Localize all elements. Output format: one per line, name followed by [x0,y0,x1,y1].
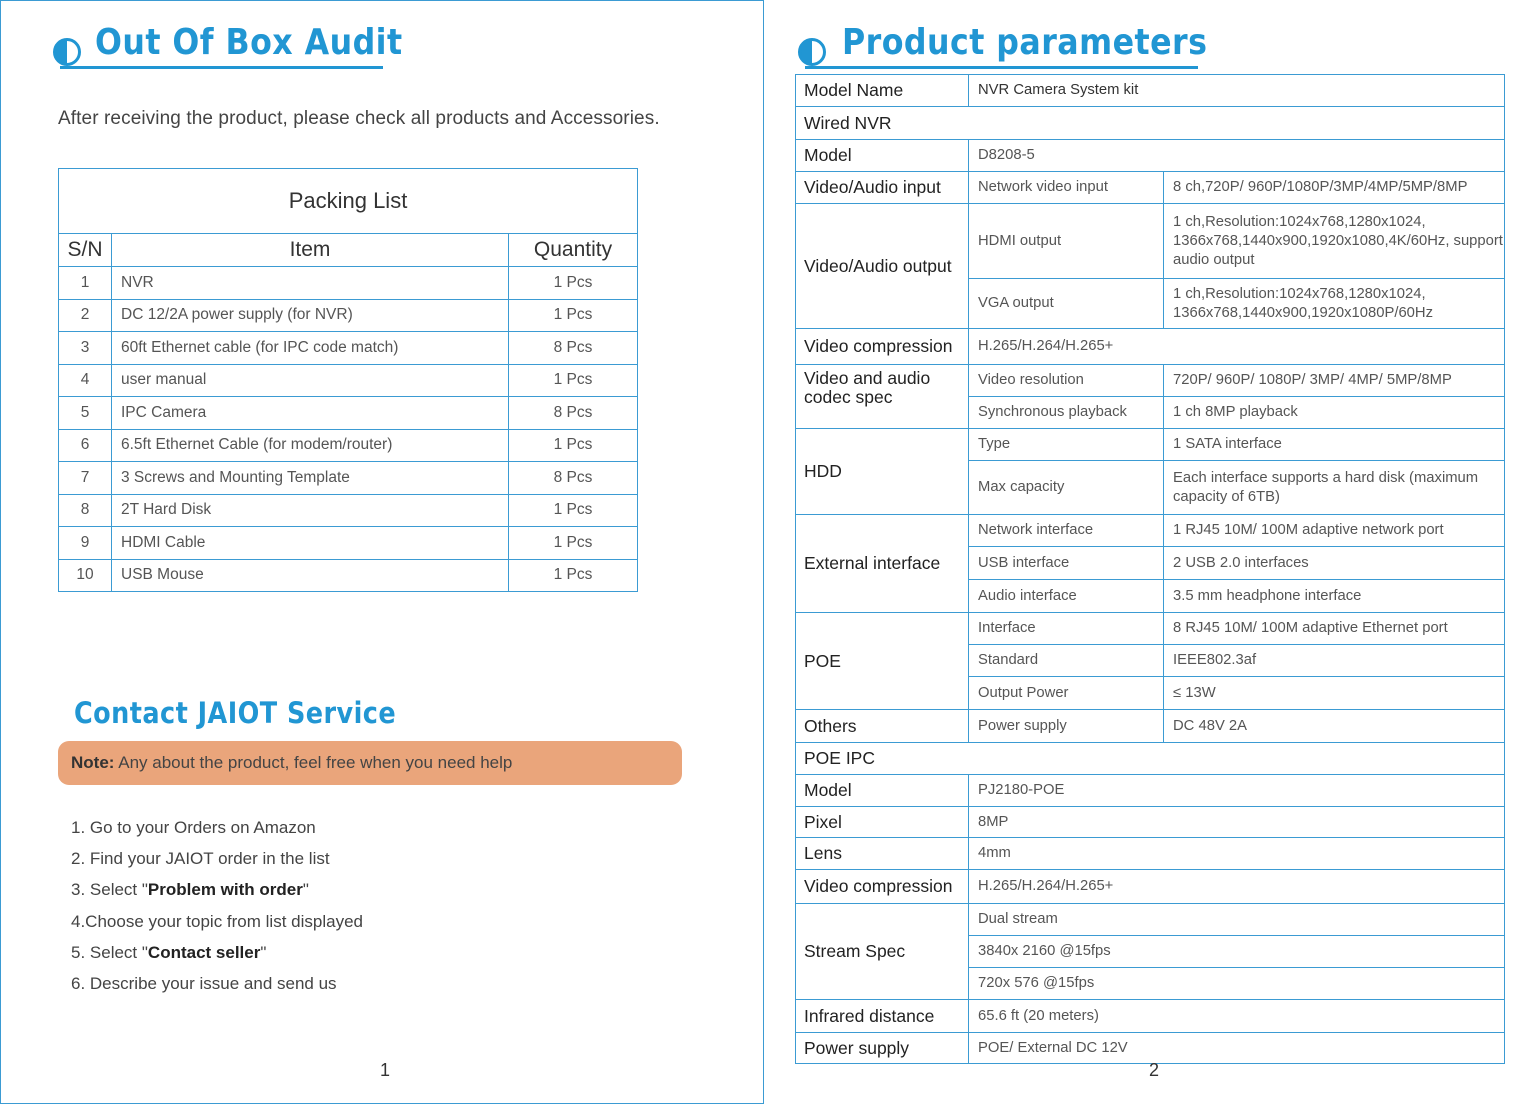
param-value: D8208-5 [969,140,1505,172]
product-parameters-title: Product parameters [842,22,1208,63]
param-value: 1 ch,Resolution:1024x768,1280x1024, 1366x768,1440x900,1920x1080P/60Hz [1164,279,1505,329]
col-qty-header: Quantity [509,234,638,267]
param-key: Power supply [796,1033,969,1064]
title-underline [60,66,383,69]
param-key: Video compression [796,329,969,365]
param-value: H.265/H.264/H.265+ [969,870,1505,904]
packing-sn-cell: 9 [59,527,112,560]
table-row [59,332,638,365]
col-item-header: Item [112,234,509,267]
param-value: 1 ch 8MP playback [1164,397,1505,429]
table-row [59,397,638,430]
contact-step [71,874,363,905]
param-key: Model [796,775,969,807]
param-value: 1 SATA interface [1164,429,1505,461]
packing-item-cell: NVR [112,267,509,300]
contact-steps [71,812,363,999]
table-row [59,527,638,560]
param-sub: Network video input [969,172,1164,204]
section-wired-nvr: Wired NVR [796,107,1505,140]
param-value: 1 ch,Resolution:1024x768,1280x1024, 1366x768,1440x900,1920x1080,4K/60Hz, support audio output [1164,204,1505,279]
param-value: 2 USB 2.0 interfaces [1164,547,1505,580]
param-sub: Synchronous playback [969,397,1164,429]
param-value: Each interface supports a hard disk (maximum capacity of 6TB) [1164,461,1505,515]
intro-text: After receiving the product, please check all products and Accessories. [58,108,660,129]
packing-sn-cell: 6 [59,429,112,462]
packing-qty-cell: 1 Pcs [509,559,638,592]
contact-step [71,812,363,843]
param-value: ≤ 13W [1164,677,1505,710]
packing-item-cell: 60ft Ethernet cable (for IPC code match) [112,332,509,365]
packing-qty-cell: 1 Pcs [509,429,638,462]
table-row [59,462,638,495]
col-sn-header: S/N [59,234,112,267]
param-value: 4mm [969,838,1505,870]
packing-qty-cell: 1 Pcs [509,527,638,560]
section-poe-ipc: POE IPC [796,743,1505,775]
param-sub: HDMI output [969,204,1164,279]
note-text: Any about the product, feel free when you need help [114,753,513,772]
param-key: Lens [796,838,969,870]
parameters-table [795,74,1505,1064]
page-number-left: 1 [380,1060,391,1080]
param-sub: Output Power [969,677,1164,710]
table-row [59,299,638,332]
table-row [59,267,638,300]
packing-qty-cell: 1 Pcs [509,494,638,527]
packing-sn-cell: 5 [59,397,112,430]
param-value: 720P/ 960P/ 1080P/ 3MP/ 4MP/ 5MP/8MP [1164,365,1505,397]
packing-qty-cell: 8 Pcs [509,332,638,365]
packing-sn-cell: 10 [59,559,112,592]
param-sub: Max capacity [969,461,1164,515]
param-key: External interface [796,515,969,613]
step-text: 5. Select " [71,942,148,962]
packing-sn-cell: 7 [59,462,112,495]
contact-step [71,906,363,937]
param-value: H.265/H.264/H.265+ [969,329,1505,365]
packing-sn-cell: 2 [59,299,112,332]
packing-item-cell: DC 12/2A power supply (for NVR) [112,299,509,332]
param-sub: Network interface [969,515,1164,547]
param-key: Infrared distance [796,1000,969,1033]
packing-item-cell: HDMI Cable [112,527,509,560]
param-key: Video/Audio input [796,172,969,204]
step-text: 6. Describe your issue and send us [71,973,337,993]
packing-item-cell: user manual [112,364,509,397]
table-row [59,559,638,592]
param-value: PJ2180-POE [969,775,1505,807]
step-bold-text: Problem with order [147,880,303,900]
param-key: Pixel [796,807,969,838]
packing-qty-cell: 8 Pcs [509,397,638,430]
contact-title: Contact JAIOT Service [74,696,397,730]
param-key: HDD [796,429,969,515]
packing-qty-cell: 1 Pcs [509,364,638,397]
step-text: 4.Choose your topic from list displayed [71,911,363,931]
param-key: Video/Audio output [796,204,969,329]
param-value: 8 ch,720P/ 960P/1080P/3MP/4MP/5MP/8MP [1164,172,1505,204]
out-of-box-title: Out Of Box Audit [95,22,403,63]
param-value: IEEE802.3af [1164,645,1505,677]
param-key: Model [796,140,969,172]
table-row [59,494,638,527]
param-sub: Audio interface [969,580,1164,613]
packing-item-cell: IPC Camera [112,397,509,430]
note-label: Note: [71,753,115,772]
packing-item-cell: 2T Hard Disk [112,494,509,527]
packing-item-cell: 6.5ft Ethernet Cable (for modem/router) [112,429,509,462]
table-row [59,429,638,462]
param-sub: USB interface [969,547,1164,580]
step-text: 3. Select " [71,880,148,900]
param-sub: Interface [969,613,1164,645]
packing-item-cell: USB Mouse [112,559,509,592]
param-key: Video and audio codec spec [796,365,969,429]
packing-sn-cell: 3 [59,332,112,365]
packing-list-table [58,168,638,592]
param-value: 8MP [969,807,1505,838]
contact-step [71,937,363,968]
packing-qty-cell: 1 Pcs [509,267,638,300]
param-key: POE [796,613,969,710]
packing-qty-cell: 1 Pcs [509,299,638,332]
param-value: NVR Camera System kit [969,75,1505,107]
param-key: Model Name [796,75,969,107]
param-key: Stream Spec [796,904,969,1000]
packing-qty-cell: 8 Pcs [509,462,638,495]
param-value: 3840x 2160 @15fps [969,936,1505,968]
half-circle-icon [53,38,81,66]
param-value: POE/ External DC 12V [969,1033,1505,1064]
table-row [59,364,638,397]
step-text: 2. Find your JAIOT order in the list [71,849,330,869]
contact-step [71,968,363,999]
param-value: DC 48V 2A [1164,710,1505,743]
packing-sn-cell: 8 [59,494,112,527]
step-text-after: " [260,942,267,962]
half-circle-icon [798,38,826,66]
param-sub: VGA output [969,279,1164,329]
param-sub: Power supply [969,710,1164,743]
packing-sn-cell: 1 [59,267,112,300]
contact-note [58,741,682,785]
param-key: Video compression [796,870,969,904]
param-sub: Standard [969,645,1164,677]
param-key: Others [796,710,969,743]
packing-sn-cell: 4 [59,364,112,397]
param-sub: Type [969,429,1164,461]
param-value: 3.5 mm headphone interface [1164,580,1505,613]
title-underline [805,66,1198,69]
page-number-right: 2 [1149,1060,1160,1080]
param-value: 1 RJ45 10M/ 100M adaptive network port [1164,515,1505,547]
param-value: 65.6 ft (20 meters) [969,1000,1505,1033]
packing-list-caption: Packing List [59,169,638,234]
param-value: 720x 576 @15fps [969,968,1505,1000]
param-value: 8 RJ45 10M/ 100M adaptive Ethernet port [1164,613,1505,645]
param-sub: Video resolution [969,365,1164,397]
step-text-after: " [302,880,309,900]
param-value: Dual stream [969,904,1505,936]
step-bold-text: Contact seller [147,942,261,962]
step-text: 1. Go to your Orders on Amazon [71,818,316,837]
packing-item-cell: 3 Screws and Mounting Template [112,462,509,495]
contact-step [71,843,363,874]
